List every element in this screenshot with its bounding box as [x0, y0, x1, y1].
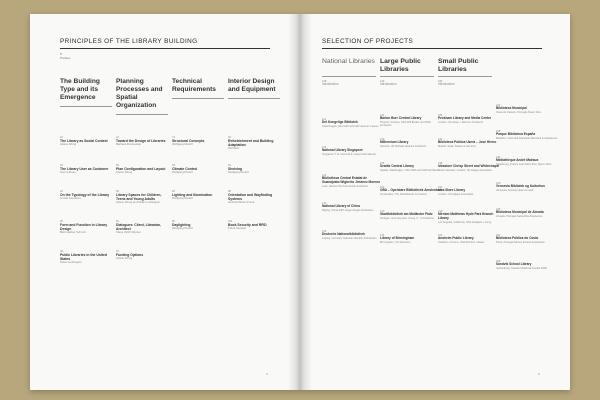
project-entry-details: Madrid, Spain Ábalos & Herreros	[438, 145, 476, 148]
toc-entry[interactable]	[60, 250, 112, 265]
toc-entry[interactable]	[172, 220, 224, 231]
toc-entry[interactable]	[60, 220, 112, 235]
project-entry-title: Biblioteca Pública Usera – José Hierro	[438, 140, 497, 145]
project-entry[interactable]	[380, 186, 442, 196]
project-entry-details: Medellín, Colombia Giancarlo Mazzanti & Arquitectos	[496, 137, 558, 140]
project-entry-title: Library of Birmingham	[380, 236, 415, 241]
left-heading-rule	[60, 48, 270, 49]
project-entry-title: OBA – Openbare Bibliotheek Amsterdam	[380, 188, 442, 193]
toc-section-title: Interior Design and Equipment	[228, 78, 276, 93]
preface-number: 8	[60, 52, 62, 56]
project-entry-details: Leipzig, Germany Gabriele Glöckler Architekten	[322, 237, 377, 240]
project-entry-title: Vennesla Bibliotek og Kulturhus	[496, 184, 545, 189]
project-entry[interactable]	[496, 234, 558, 244]
toc-entry[interactable]	[228, 136, 280, 151]
right-page-number: 5	[538, 372, 540, 376]
project-entry-page: 118	[322, 146, 327, 149]
toc-entry-title: Climate Control	[172, 167, 198, 172]
project-entry[interactable]	[380, 138, 442, 148]
toc-entry-title: Lighting and Illumination	[172, 193, 213, 198]
project-entry-details: London, UK Adjaye Associates	[438, 193, 474, 196]
project-entry-page: 246	[496, 208, 501, 211]
project-entry-details: Tower Hamlets, London, UK Adjaye Associates	[438, 169, 492, 172]
toc-section-title: Planning Processes and Spatial Organization	[116, 78, 163, 109]
project-entry-details: Beijing, China KSP Jürgen Engel Architekten	[322, 209, 374, 212]
toc-section-1	[60, 78, 112, 107]
toc-entry[interactable]	[116, 164, 168, 175]
toc-entry-title: Structural Concepts	[172, 139, 205, 144]
project-entry-page: 140	[380, 80, 385, 83]
project-entry-page: 222	[496, 104, 501, 107]
project-entry-title: Introduction	[322, 82, 339, 87]
project-section-rule	[322, 76, 376, 77]
project-entry-details: Vennesla, Norway Helen & Hard	[496, 189, 534, 192]
toc-entry-author: Wolf Eck	[228, 146, 239, 151]
project-section-title: Small Public Libraries	[438, 58, 479, 73]
toc-entry-page: 10	[60, 136, 63, 139]
project-section-rule	[380, 76, 434, 77]
toc-entry-page: 90	[228, 136, 231, 139]
toc-entry-page: 74	[172, 136, 175, 139]
project-entry-page: 186	[438, 114, 443, 117]
project-entry-page: 258	[496, 260, 501, 263]
project-section-title: National Libraries	[322, 58, 375, 65]
project-entry-details: Viana do Castelo, Portugal Álvaro Siza	[496, 111, 541, 114]
toc-entry-title: Plan Configuration and Layout	[116, 167, 166, 172]
project-entry-page: 136	[322, 230, 327, 233]
project-entry[interactable]	[496, 182, 558, 192]
project-entry[interactable]	[380, 162, 442, 172]
project-entry-title: Parque Biblioteca España	[496, 132, 536, 137]
project-entry-title: Mirriam Matthews Hyde Park Branch Library	[438, 212, 494, 220]
project-entry-page: 216	[438, 234, 443, 237]
project-entry[interactable]	[438, 210, 500, 224]
toc-entry-title: Library Spaces for Children, Teens and Young Adults	[116, 193, 162, 202]
toc-entry-author: Gerhard Meier-Puma	[228, 200, 255, 205]
toc-entry-author: Nolan Lushington	[60, 260, 82, 265]
toc-entry-page: 36	[60, 250, 63, 253]
project-entry-details: Anaheim, Arizona, USA Richard + Bauer	[438, 241, 485, 244]
toc-entry-title: Shelving	[228, 167, 243, 172]
project-entry-title: Stadtbibliothek am Mailänder Platz	[380, 212, 433, 217]
toc-entry[interactable]	[172, 136, 224, 147]
toc-entry-author: Barbara Zinsmeister	[116, 142, 142, 147]
toc-entry-page: 70	[116, 250, 119, 253]
project-entry-title: Deutsche Nationalbibliothek	[322, 232, 365, 237]
project-entry-details: Birmingham, UK Mecanoo	[380, 241, 411, 244]
project-entry-details: León, Mexico Pei Partnership Architects	[322, 184, 368, 188]
book-spread	[30, 14, 570, 390]
toc-entry-page: 56	[116, 190, 119, 193]
toc-entry-page: 22	[60, 190, 63, 193]
toc-entry-author: Ursula Krueckert	[60, 196, 81, 201]
project-entry-details: Singapore T. R. Hamzah & Yeang International	[322, 153, 376, 156]
project-entry[interactable]	[322, 146, 384, 156]
right-heading-rule	[322, 48, 542, 49]
project-entry[interactable]	[438, 186, 500, 196]
project-entry-page: 240	[496, 182, 501, 185]
project-entry-details: Stuttgart, Germany Eun Young Yi, Yi Architects	[380, 217, 434, 220]
project-entry-title: Sandvik School Library	[496, 262, 532, 267]
project-entry-title: Introduction	[380, 82, 397, 87]
project-entry-details: Copenhagen, Denmark Schmidt Hammer Lassen	[322, 125, 379, 128]
toc-entry-page: 104	[228, 220, 233, 223]
toc-section-title: Technical Requirements	[172, 78, 216, 93]
toc-section-2	[116, 78, 168, 115]
project-section-title: Large Public Libraries	[380, 58, 421, 73]
project-entry-title: Det Kongelige Bibliotek	[322, 120, 358, 125]
project-entry-page: 182	[438, 80, 443, 83]
right-page-heading: SELECTION OF PROJECTS	[322, 38, 414, 45]
project-entry-page: 124	[322, 174, 327, 177]
toc-entry[interactable]	[116, 220, 168, 235]
project-entry[interactable]	[496, 104, 558, 114]
project-entry-details: Los Angeles, California, USA Hodgetts + Fung	[438, 220, 492, 224]
toc-entry-author: Klaus Ulrich Werner	[116, 230, 141, 235]
toc-section-4	[228, 78, 280, 99]
toc-entry-author: Frank Seeliger	[228, 226, 247, 231]
toc-entry-title: Public Libraries in the United States	[60, 253, 107, 262]
project-entry-details: Phoenix, Arizona, USA Will Bruder and DWL Architects	[380, 121, 431, 128]
project-entry-title: Biblioteca Municipal de Almada	[496, 210, 544, 215]
project-entry-page: 234	[496, 156, 501, 159]
toc-entry-title: Form and Function in Library Design	[60, 223, 108, 232]
project-entry-title: Bibliotheca Central Estatal de Guanajuato Wigberto Jiménez Moreno	[322, 176, 381, 184]
project-entry-page: 144	[380, 114, 385, 117]
project-entry-page: 176	[380, 234, 385, 237]
toc-entry[interactable]	[116, 190, 168, 205]
project-entry-details: Seattle, Washington, USA OMA and LMN Architects	[380, 169, 440, 172]
project-entry[interactable]	[438, 162, 500, 172]
project-entry-title: Seattle Central Library	[380, 164, 415, 169]
project-entry-page: 204	[438, 186, 443, 189]
project-entry-page: 112	[322, 118, 327, 121]
project-entry-title: Millennium Library	[380, 140, 409, 145]
toc-entry[interactable]	[116, 250, 168, 261]
project-entry-page: 130	[322, 202, 327, 205]
toc-entry[interactable]	[172, 164, 224, 175]
toc-entry-page: 78	[172, 164, 175, 167]
toc-entry-title: Daylighting	[172, 223, 191, 228]
project-entry-page: 156	[380, 162, 385, 165]
toc-entry-title: Refurbishment and Building Adaptation	[228, 139, 274, 148]
toc-entry-author: Wolfgang Rudolf	[228, 170, 249, 175]
toc-entry-author: Wolfgang Rudolf	[172, 226, 193, 231]
project-entry-page: 252	[496, 234, 501, 237]
project-entry-details: Norwich, UK Michael Hopkins Architects	[380, 145, 427, 148]
project-entry[interactable]	[380, 234, 442, 244]
book-gutter	[288, 14, 312, 390]
toc-entry[interactable]	[60, 136, 112, 147]
toc-entry-page: 86	[172, 220, 175, 223]
toc-entry-author: Wolfgang Rudolf	[172, 196, 193, 201]
project-entry[interactable]	[380, 80, 442, 87]
project-entry[interactable]	[380, 114, 442, 127]
toc-entry-title: The Library as Social Context	[60, 139, 108, 144]
project-entry-title: Introduction	[438, 82, 455, 87]
toc-entry-page: 64	[116, 220, 119, 223]
project-entry-details: Porto, Portugal Santos Pereira Arquitectos	[496, 241, 545, 244]
toc-entry-author: Liliane Wong and Nolan Lushington	[116, 200, 161, 205]
project-entry[interactable]	[438, 234, 500, 244]
toc-entry[interactable]	[228, 190, 280, 205]
toc-entry-author: Beth Hacker Schmitt	[60, 230, 86, 235]
toc-entry-author: Wolfgang Rudolf	[172, 170, 193, 175]
project-entry-details: Amsterdam, The Netherlands Jo Coenen	[380, 193, 428, 196]
toc-entry-author: Liliane Wong	[60, 142, 77, 147]
project-entry-title: Ideastore Chrisp Street and Whitechapel	[438, 164, 500, 169]
project-entry-title: Idea Store Library	[438, 188, 466, 193]
toc-entry-title: The Library User as Customer	[60, 167, 109, 172]
toc-entry[interactable]	[228, 164, 280, 175]
project-entry-page: 162	[380, 186, 385, 189]
toc-entry[interactable]	[172, 190, 224, 201]
project-entry[interactable]	[322, 118, 384, 128]
project-entry-title: Biblioteca Pública do Couto	[496, 236, 539, 241]
toc-entry-title: Toward the Design of Libraries	[116, 139, 166, 144]
project-entry[interactable]	[496, 156, 558, 166]
project-entry-title: Peckham Library and Media Centre	[438, 116, 492, 121]
toc-section-rule	[60, 106, 112, 107]
project-entry-details: Gothenburg, Sweden Dalsbruk Fredrik Wåhl	[496, 267, 547, 270]
project-entry-title: Anaheim Public Library	[438, 236, 474, 241]
toc-section-rule	[228, 98, 280, 99]
preface-title: Preface	[60, 56, 71, 60]
project-entry-page: 210	[438, 210, 443, 213]
toc-section-rule	[116, 114, 168, 115]
toc-section-3	[172, 78, 224, 99]
toc-section-title: The Building Type and its Emergence	[60, 78, 100, 101]
project-entry-page: 150	[380, 138, 385, 141]
toc-entry-title: Orientation and Wayfinding Systems	[228, 193, 273, 202]
project-entry-page: 198	[438, 162, 443, 165]
project-entry[interactable]	[322, 80, 384, 87]
project-entry[interactable]	[496, 208, 558, 218]
toc-entry-page: 82	[172, 190, 175, 193]
toc-entry[interactable]	[60, 190, 112, 201]
toc-entry-author: Norma Rose	[60, 170, 76, 175]
toc-entry[interactable]	[60, 164, 112, 175]
project-section-rule	[438, 76, 492, 77]
left-page-number: 4	[266, 372, 268, 376]
left-page-heading: PRINCIPLES OF THE LIBRARY BUILDING	[60, 38, 198, 45]
toc-entry[interactable]	[228, 220, 280, 231]
preface-entry	[60, 52, 70, 60]
toc-entry-title: Dialogues: Client, Librarian, Architect	[116, 223, 162, 232]
toc-entry-page: 44	[116, 136, 119, 139]
project-entry-page: 108	[322, 80, 327, 83]
toc-entry-title: Book Security and RFID	[228, 223, 267, 228]
toc-entry-title: On the Typology of the Library	[60, 193, 110, 198]
project-entry[interactable]	[438, 138, 500, 148]
project-entry[interactable]	[322, 230, 384, 240]
project-entry[interactable]	[438, 80, 500, 87]
toc-entry-page: 98	[228, 190, 231, 193]
toc-entry-page: 50	[116, 164, 119, 167]
project-entry[interactable]	[496, 260, 558, 270]
project-entry-page: 192	[438, 138, 443, 141]
toc-entry-title: Funding Options	[116, 253, 144, 258]
toc-entry-page: 30	[60, 220, 63, 223]
project-entry-title: Barton Burr Central Library	[380, 116, 422, 121]
project-entry-page: 170	[380, 210, 385, 213]
toc-entry-author: Liliane Wong	[116, 256, 133, 261]
project-entry[interactable]	[322, 202, 384, 212]
project-entry-title: National Library Singapore	[322, 148, 363, 153]
toc-entry-author: Liliane Wong	[116, 170, 133, 175]
toc-entry-author: Wolfgang Rudolf	[172, 142, 193, 147]
project-entry-details: London, UK Alsop + Störmer Architects	[438, 121, 483, 124]
project-entry[interactable]	[322, 174, 384, 188]
project-entry-details: Strasbourg, France Jean Marc Ibos, Myrto Vitart	[496, 163, 552, 166]
toc-entry-page: 18	[60, 164, 63, 167]
project-entry-page: 228	[496, 130, 501, 133]
project-entry-title: National Library of China	[322, 204, 360, 209]
project-entry-details: Almada, Portugal Santa-Rita Arquitectos	[496, 215, 543, 218]
project-entry-title: Biblioteca Municipal	[496, 106, 527, 111]
toc-entry-page: 94	[228, 164, 231, 167]
project-entry[interactable]	[496, 130, 558, 140]
toc-entry[interactable]	[116, 136, 168, 147]
project-entry-title: Médiathèque André Malraux	[496, 158, 539, 163]
toc-section-rule	[172, 98, 224, 99]
project-entry[interactable]	[380, 210, 442, 220]
project-entry[interactable]	[438, 114, 500, 124]
